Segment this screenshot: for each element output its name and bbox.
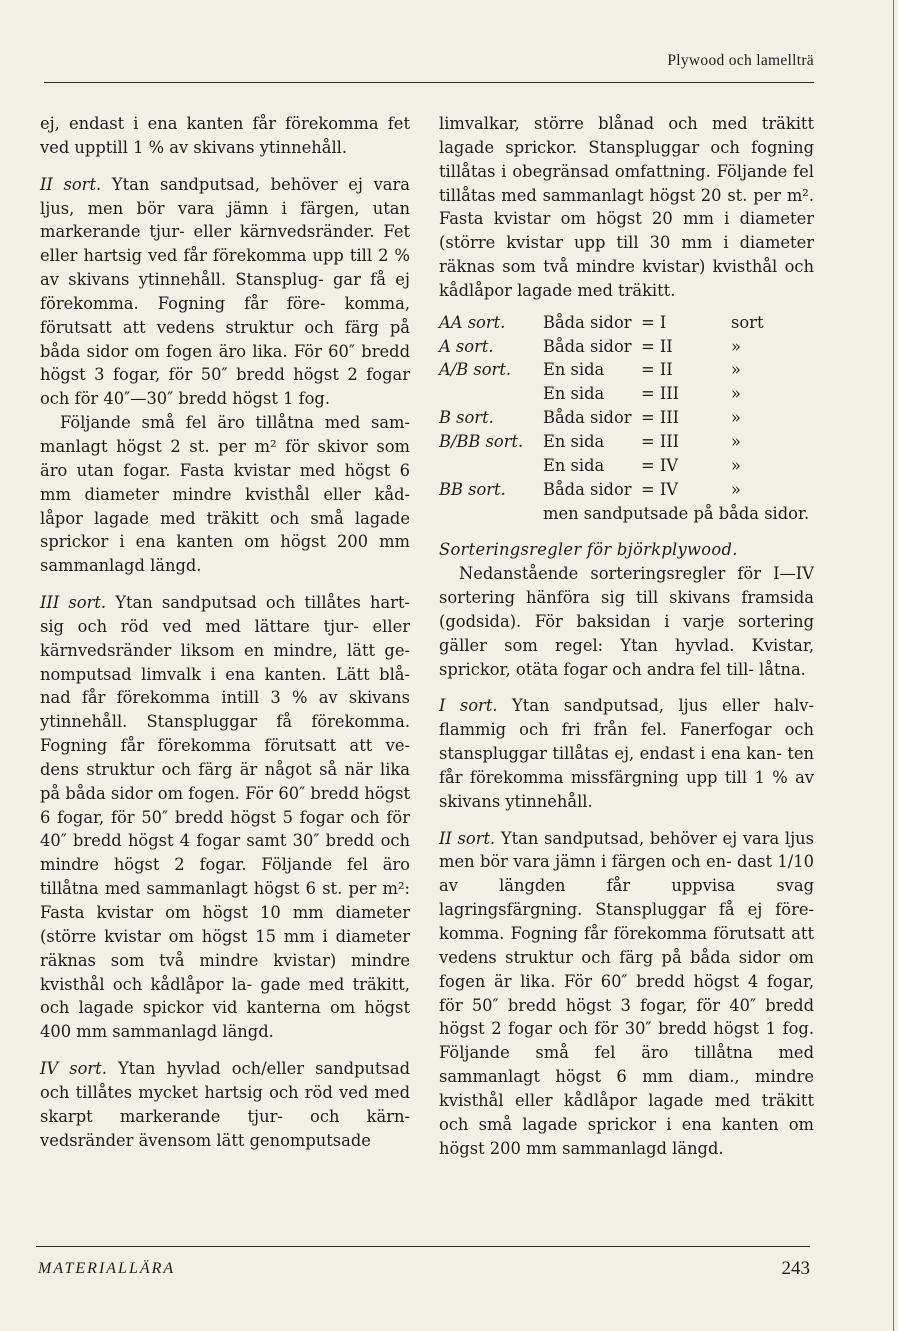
grade-name: AA sort.	[439, 312, 506, 332]
grade-name: B sort.	[439, 408, 494, 428]
grade-equals: = II	[641, 360, 673, 380]
grade-sort: sort	[731, 312, 764, 332]
grade-sides: Båda sidor	[543, 479, 632, 499]
paragraph	[40, 173, 410, 411]
section-heading: Sorteringsregler för björkplywood.	[439, 540, 738, 560]
right-column	[439, 112, 814, 1160]
paragraph	[439, 827, 814, 1161]
grade-sort: »	[731, 360, 741, 380]
paragraph: limvalkar, större blånad och med träkitt lagade sprickor. Stanspluggar och fogning tillåtas i obegränsad omfattning. Följande fel tillåtas med sammanlagt högst 20 st. per m². Fasta kvistar om högst 20 mm i diameter (större kvistar upp till 30 mm i diameter räknas som två mindre kvistar) kvisthål och kådlåpor lagade med träkitt.	[439, 114, 814, 300]
paragraph: Följande små fel äro tillåtna med sam- manlagt högst 2 st. per m² för skivor som äro utan fogar. Fasta kvistar med högst 6 mm diameter mindre kvisthål eller kåd- låpor lagade med träkitt och små lagade sprickor i ena kanten om högst 200 mm sammanlagd längd.	[40, 413, 410, 576]
grade-heading: IV sort.	[40, 1059, 107, 1079]
header-rule	[44, 82, 814, 83]
grade-equals: = III	[641, 431, 680, 451]
paragraph: Nedanstående sorteringsregler för I—IV sortering hänföra sig till skivans framsida (godsida). För baksidan i varje sortering gäller som regel: Ytan hyvlad. Kvistar, sprickor, otäta fogar och andra fel till- låtna.	[439, 564, 814, 679]
grade-name: A/B sort.	[439, 360, 512, 380]
grade-equals: = IV	[641, 479, 679, 499]
paragraph	[40, 591, 410, 1044]
grade-equals: = II	[641, 336, 673, 356]
paragraph-text: Ytan sandputsad, ljus eller halv- flammig och fri från fel. Fanerfogar och stanspluggar tillåtas ej, endast i ena kan- ten får förekomma missfärgning upp till 1 % av skivans ytinnehåll.	[439, 696, 815, 811]
grade-heading: II sort.	[40, 174, 102, 194]
paragraph-text: Ytan sandputsad, behöver ej vara ljus men bör vara jämn i färgen och en- dast 1/10 av längden får uppvisa svag lagringsfärgning. Stanspluggar få ej före- komma. Fogning får förekomma förutsatt att vedens struktur och färg på båda sidor om fogen är lika. För 60″ bredd högst 4 fogar, för 50″ bredd högst 3 fogar, för 40″ bredd högst 2 fogar och för 30″ bredd högst 1 fog. Följande små fel äro tillåtna med sammanlagt högst 6 mm diam., mindre kvisthål eller kådlåpor lagade med träkitt och små lagade sprickor i ena kanten om högst 200 mm sammanlagd längd.	[439, 828, 814, 1158]
grade-sort: »	[731, 455, 741, 475]
grade-equals: = III	[641, 408, 680, 428]
grade-name: B/BB sort.	[439, 431, 524, 451]
grade-heading: III sort.	[40, 593, 107, 613]
grade-row	[439, 406, 811, 430]
grade-sort: »	[731, 431, 741, 451]
paragraph-text: Ytan sandputsad, behöver ej vara ljus, men bör vara jämn i färgen, utan markerande tjur- eller kärnvedsränder. Fet eller hartsig ved får förekomma upp till 2 % av skivans ytinnehåll. Stansplug- gar få ej förekomma. Fogning får före- komma, förutsatt att vedens struktur och färg på båda sidor om fogen äro lika. För 60″ bredd högst 3 fogar, för 50″ bredd högst 2 fogar och för 40″—30″ bredd högst 1 fog.	[40, 174, 410, 409]
grade-sort: »	[731, 408, 741, 428]
grade-table	[439, 311, 811, 502]
grade-sides: En sida	[543, 455, 605, 475]
grade-row	[439, 382, 811, 406]
page-edge	[893, 0, 894, 1331]
running-header: Plywood och lamellträ	[667, 52, 814, 69]
grade-sort: »	[731, 336, 741, 356]
paragraph-text: Ytan sandputsad och tillåtes hart- sig och röd ved med lättare tjur- eller kärnvedsränder liksom en mindre, lätt ge- nomputsad limvalk i ena kanten. Lätt blå- nad får förekomma intill 3 % av skivans ytinnehåll. Stanspluggar få förekomma. Fogning får förekomma förutsatt att ve- dens struktur och färg är något så när lika på båda sidor om fogen. För 60″ bredd högst 6 fogar, för 50″ bredd högst 5 fogar och för 40″ bredd högst 4 fogar samt 30″ bredd och mindre högst 2 fogar. Följande fel äro tillåtna med sammanlagt högst 6 st. per m²: Fasta kvistar om högst 10 mm diameter (större kvistar om högst 15 mm i diameter räknas som två mindre kvistar) mindre kvisthål och kådlåpor la- gade med träkitt, och lagade spickor vid kanterna om högst 400 mm sammanlagd längd.	[40, 593, 410, 1042]
grade-heading: II sort.	[439, 828, 496, 848]
grade-sides: En sida	[543, 360, 605, 380]
paragraph-text: Ytan hyvlad och/eller sandputsad och tillåtes mycket hartsig och röd ved med skarpt markerande tjur- och kärn- vedsränder ävensom lätt genomputsade	[40, 1059, 410, 1150]
paragraph	[40, 1057, 410, 1152]
grade-name	[439, 382, 543, 406]
footer-title: MATERIALLÄRA	[38, 1260, 176, 1277]
grade-sides: En sida	[543, 384, 605, 404]
paragraph	[439, 694, 814, 813]
grade-heading: I sort.	[439, 696, 498, 716]
grade-sides: Båda sidor	[543, 336, 632, 356]
grade-equals: = III	[641, 384, 680, 404]
grade-row	[439, 358, 811, 382]
grade-row	[439, 430, 811, 454]
grade-name	[439, 454, 543, 478]
grade-sides: Båda sidor	[543, 408, 632, 428]
grade-row	[439, 478, 811, 502]
grade-sides: En sida	[543, 431, 605, 451]
grade-name: A sort.	[439, 336, 494, 356]
grade-equals: = I	[641, 312, 667, 332]
grade-sort: »	[731, 384, 741, 404]
grade-note: men sandputsade på båda sidor.	[543, 503, 810, 523]
left-column	[40, 112, 410, 1152]
grade-name: BB sort.	[439, 479, 506, 499]
grade-row	[439, 335, 811, 359]
grade-sort: »	[731, 479, 741, 499]
grade-sides: Båda sidor	[543, 312, 632, 332]
grade-equals: = IV	[641, 455, 679, 475]
grade-row	[439, 454, 811, 478]
paragraph: ej, endast i ena kanten får förekomma fet ved upptill 1 % av skivans ytinnehåll.	[40, 114, 410, 157]
footer-rule	[36, 1246, 810, 1247]
page-number: 243	[781, 1258, 810, 1279]
grade-row	[439, 311, 811, 335]
